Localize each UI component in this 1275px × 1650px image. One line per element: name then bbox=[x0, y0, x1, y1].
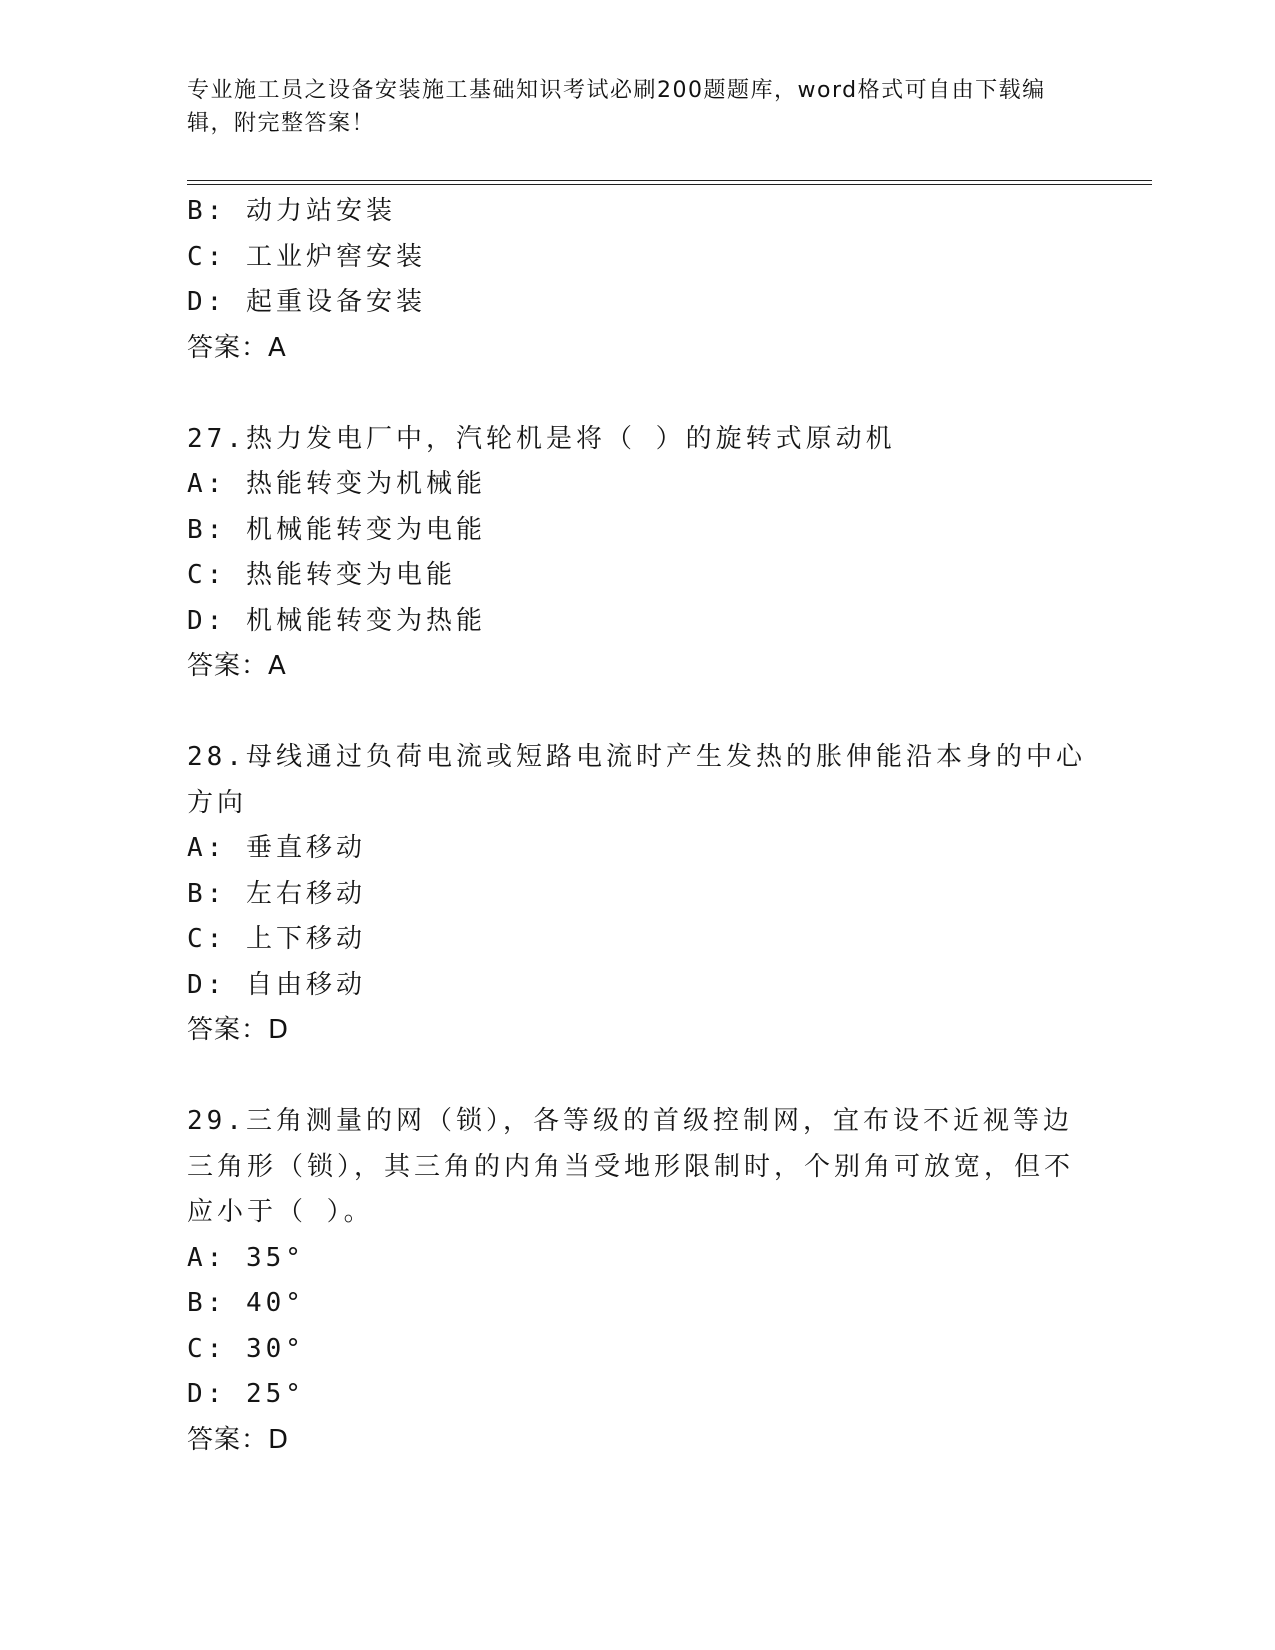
question-29-option-a: A: 35° bbox=[187, 1242, 305, 1273]
question-28-stem: 28.母线通过负荷电流或短路电流时产生发热的胀伸能沿本身的中心方向 bbox=[187, 742, 1086, 818]
question-28-option-c: C: 上下移动 bbox=[187, 924, 366, 954]
question-26-option-d: D: 起重设备安装 bbox=[187, 287, 426, 317]
question-27-option-c: C: 热能转变为电能 bbox=[187, 560, 456, 590]
question-27-option-a: A: 热能转变为机械能 bbox=[187, 469, 486, 499]
spacer bbox=[187, 1054, 1087, 1100]
question-29-option-b: B: 40° bbox=[187, 1288, 305, 1318]
question-26-answer: 答案：A bbox=[187, 332, 287, 363]
question-27-option-b: B: 机械能转变为电能 bbox=[187, 514, 486, 545]
question-26-option-b: B: 动力站安装 bbox=[187, 196, 396, 226]
question-29-option-c: C: 30° bbox=[187, 1333, 305, 1364]
question-28 bbox=[187, 735, 1087, 1054]
spacer bbox=[187, 371, 1087, 417]
question-27-answer: 答案：A bbox=[187, 651, 287, 681]
question-29 bbox=[187, 1099, 1087, 1463]
question-28-option-d: D: 自由移动 bbox=[187, 969, 366, 1000]
question-29-stem: 29.三角测量的网（锁），各等级的首级控制网，宜布设不近视等边三角形（锁），其三角的内角当受地形限制时，个别角可放宽，但不应小于（ ）。 bbox=[187, 1106, 1075, 1227]
question-29-option-d: D: 25° bbox=[187, 1379, 305, 1409]
question-27-stem: 27.热力发电厂中，汽轮机是将（ ）的旋转式原动机 bbox=[187, 423, 896, 454]
document-title: 专业施工员之设备安装施工基础知识考试必刷200题题库，word格式可自由下载编辑，附完整答案！ bbox=[187, 78, 1046, 136]
header-divider-top bbox=[187, 180, 1152, 181]
question-28-option-a: A: 垂直移动 bbox=[187, 833, 366, 863]
header-divider-bottom bbox=[187, 184, 1152, 185]
question-27-option-d: D: 机械能转变为热能 bbox=[187, 605, 486, 636]
question-26-continued bbox=[187, 189, 1087, 371]
question-29-answer: 答案：D bbox=[187, 1424, 290, 1455]
question-28-option-b: B: 左右移动 bbox=[187, 878, 366, 909]
question-list bbox=[187, 189, 1087, 1463]
question-28-answer: 答案：D bbox=[187, 1015, 290, 1045]
spacer bbox=[187, 690, 1087, 736]
question-26-option-c: C: 工业炉窖安装 bbox=[187, 241, 426, 272]
question-27 bbox=[187, 417, 1087, 690]
